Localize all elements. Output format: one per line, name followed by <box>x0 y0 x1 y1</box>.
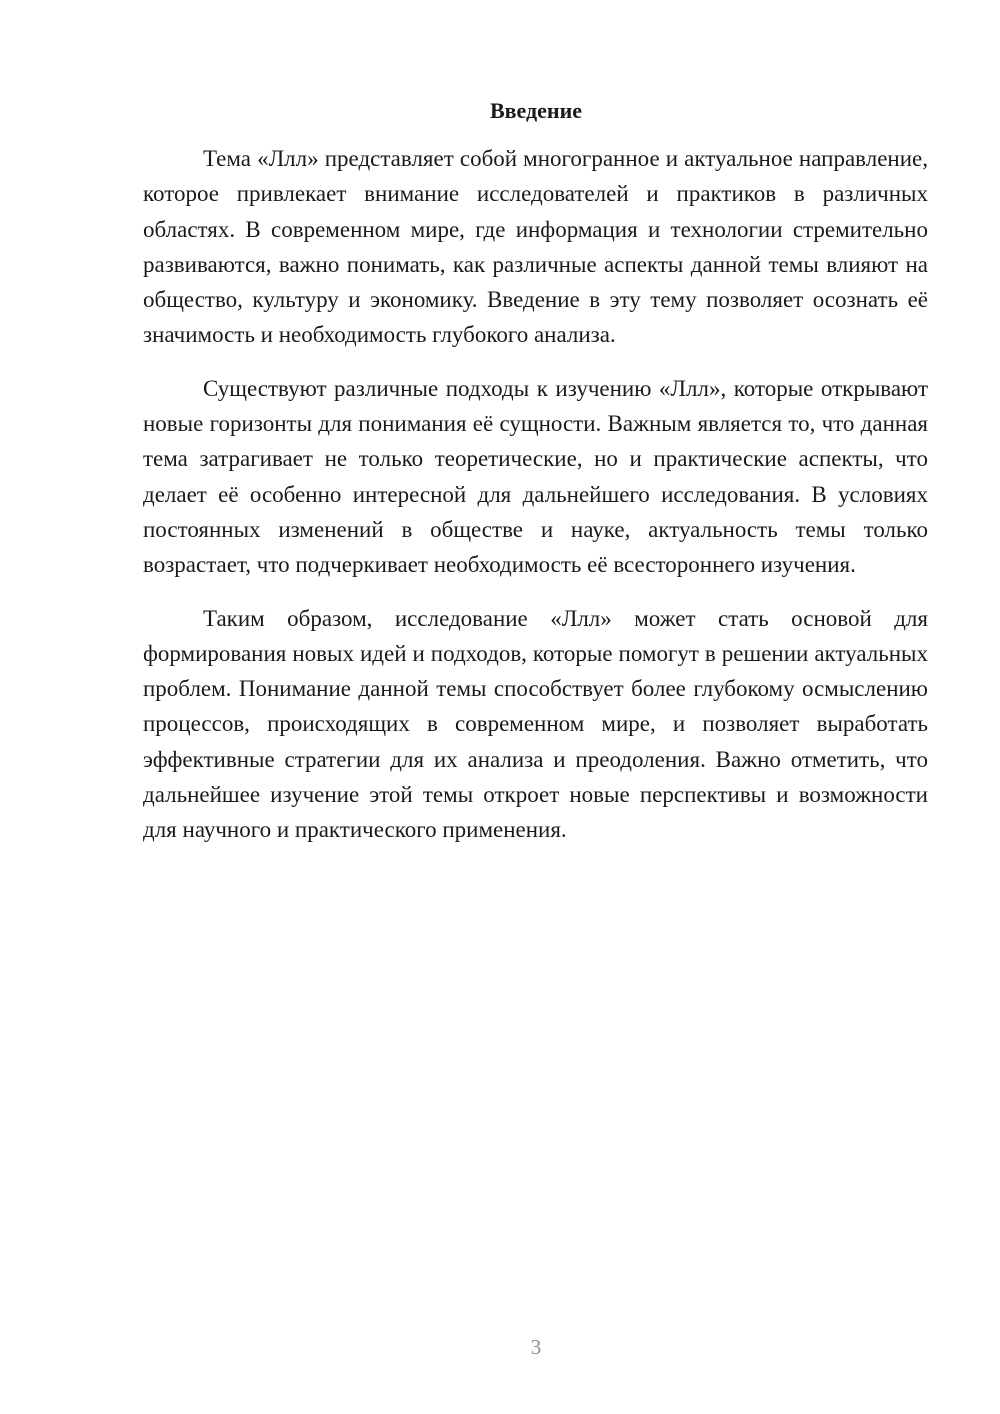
paragraph-3: Таким образом, исследование «Ллл» может стать основой для формирования новых идей и подходов, которые помогут в решении актуальных проблем. Понимание данной темы способствует более глубокому осмыслению процессов, происходящих в современном мире, и позволяет выработать эффективные стратегии для их анализа и преодоления. Важно отметить, что дальнейшее изучение этой темы откроет новые перспективы и возможности для научного и практического применения. <box>143 605 928 843</box>
section-heading: Введение <box>489 98 583 123</box>
body-text <box>143 141 928 866</box>
paragraph-1: Тема «Ллл» представляет собой многогранное и актуальное направление, которое привлекает внимание исследователей и практиков в различных областях. В современном мире, где информация и технологии стремительно развиваются, важно понимать, как различные аспекты данной темы влияют на общество, культуру и экономику. Введение в эту тему позволяет осознать её значимость и необходимость глубокого анализа. <box>143 146 928 348</box>
page-number: 3 <box>530 1335 542 1359</box>
paragraph-2: Существуют различные подходы к изучению «Ллл», которые открывают новые горизонты для понимания её сущности. Важным является то, что данная тема затрагивает не только теоретические, но и практические аспекты, что делает её особенно интересной для дальнейшего исследования. В условиях постоянных изменений в обществе и науке, актуальность темы только возрастает, что подчеркивает необходимость её всестороннего изучения. <box>143 375 928 578</box>
